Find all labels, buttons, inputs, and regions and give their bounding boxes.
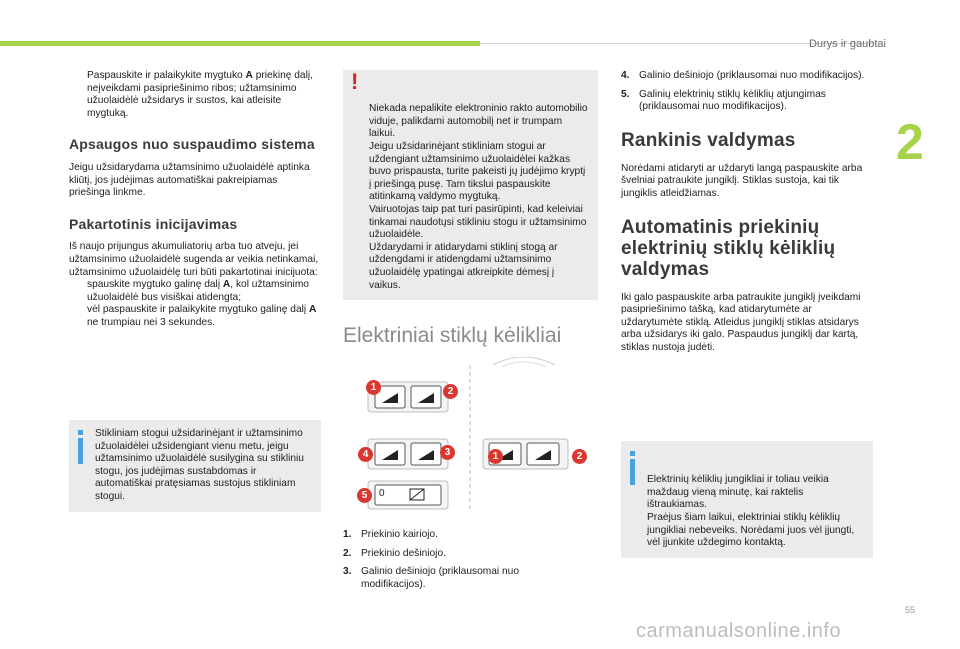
callout-1: 1 (366, 380, 381, 395)
callout-2-right: 2 (572, 449, 587, 464)
bullet-2: vėl paspauskite ir palaikykite mygtuko galinę dalį A ne trumpiau nei 3 sekundes. (87, 304, 317, 328)
heading-manual: Rankinis valdymas (621, 129, 796, 151)
column-3 (621, 70, 871, 363)
callout-2: 2 (443, 384, 458, 399)
page-number: 55 (905, 605, 916, 615)
heading-auto: Automatinis priekinių elektrinių stiklų kėliklių valdymas (621, 216, 836, 280)
bullet-intro: Paspauskite ir palaikykite mygtuko A priekinę dalį, neįveikdami pasipriešinimo ribos; užtamsinimo užuolaidėlė užsidarys ir sustos, kai atleisite mygtuką. (87, 70, 313, 119)
warning-icon: ! (351, 69, 359, 94)
paragraph-reinit: Iš naujo prijungus akumuliatorių arba tuo atveju, jei užtamsinimo užuolaidėlė sugenda ar veikia netinkamai, užtamsinimo užuolaidėlę turi būti pakartotinai inicijuota: (69, 241, 319, 278)
heading-reinit: Pakartotinis inicijavimas (69, 215, 238, 232)
paragraph-pinch: Jeigu užsidarydama užtamsinimo užuolaidėlė aptinka kliūtį, jos judėjimas automatiškai pakreipiamas priešinga linkme. (69, 161, 310, 199)
list-item: 4. Galinio dešiniojo (priklausomai nuo modifikacijos). (621, 70, 865, 81)
callout-1-right: 1 (488, 449, 503, 464)
info-box-windows: Elektrinių kėliklių jungikliai ir toliau veikia maždaug vieną minutę, kai raktelis ištraukiamas. Praėjus šiam laikui, elektriniai stiklų kėliklių jungikliai nebeveiks. Norėdami juos vėl įjungti, vėl įjunkite uždegimo kontaktą. (621, 441, 873, 558)
switch-list-continued (621, 70, 871, 114)
bullet-1: spauskite mygtuko galinę dalį A, kol užtamsinimo užuolaidėlė bus visiškai atidengta; (87, 279, 309, 303)
paragraph-auto: Iki galo paspauskite arba patraukite jungiklį įveikdami pasipriešinimo tašką, kad atidarytumėte ar uždarytumėte stiklą. Atleidus jungiklį stiklas atsidarys arba užsidarys iki galo. Paspaudus jungiklį dar kartą, stiklas nustoja judėti. (621, 291, 861, 353)
list-item: 5. Galinių elektrinių stiklų kėliklių atjungimas (priklausomai nuo modifikacijos). (621, 88, 826, 113)
callout-5: 5 (357, 488, 372, 503)
callout-4: 4 (358, 447, 373, 462)
column-1 (69, 70, 321, 330)
switch-list (343, 529, 563, 597)
list-item: 2. Priekinio dešiniojo. (343, 547, 446, 559)
warning-box: ! Niekada nepalikite elektroninio rakto automobilio viduje, palikdami automobilį net ir trumpam laikui. Jeigu užsidarinėjant stikliniam stogui ar uždengiant užtamsinimo užuolaidėlei kažkas buvo prispausta, turite pakeisti jų judėjimo kryptį į priešingą pusę. Tam tikslui paspauskite atitinkamą valdymo mygtuką. Vairuotojas taip pat turi pasirūpinti, kad keleiviai tinkamai naudotųsi stikliniu stogu ir užtamsinimo užuolaidėle. Uždarydami ir atidarydami stiklinį stogą ar uždengdami ir atidengdami užtamsinimo užuolaidėlę ypatingai atkreipkite dėmesį į vaikus. (343, 70, 598, 300)
info-icon (630, 451, 635, 485)
zero-label: 0 (379, 488, 385, 499)
watermark: carmanualsonline.info (636, 620, 842, 642)
windows-title: Elektriniai stiklų kėlikliai (343, 324, 562, 347)
window-switch-figure (343, 357, 598, 517)
info-box-roof: Stikliniam stogui užsidarinėjant ir užtamsinimo užuolaidėlei užsidengiant vienu metu, jeigu užtamsinimo užuolaidėlė susilygina su stikliniu stogu, jos judėjimas sustabdomas ir automatiškai pratęsiamas sustojus stikliniam stogui. (69, 420, 321, 512)
heading-pinch: Apsaugos nuo suspaudimo sistema (69, 136, 315, 153)
section-title: Durys ir gaubtai (808, 38, 886, 50)
paragraph-manual: Norėdami atidaryti ar uždaryti langą paspauskite arba švelniai patraukite jungiklį. Stiklas sustoja, kai tik jungiklis atleidžiamas. (621, 162, 863, 199)
chapter-number: 2 (896, 114, 924, 170)
list-item: 1. Priekinio kairiojo. (343, 529, 439, 540)
callout-3: 3 (440, 445, 455, 460)
list-item: 3. Galinio dešiniojo (priklausomai nuo modifikacijos). (343, 566, 519, 590)
accent-bar (0, 41, 480, 46)
info-icon (78, 430, 83, 464)
